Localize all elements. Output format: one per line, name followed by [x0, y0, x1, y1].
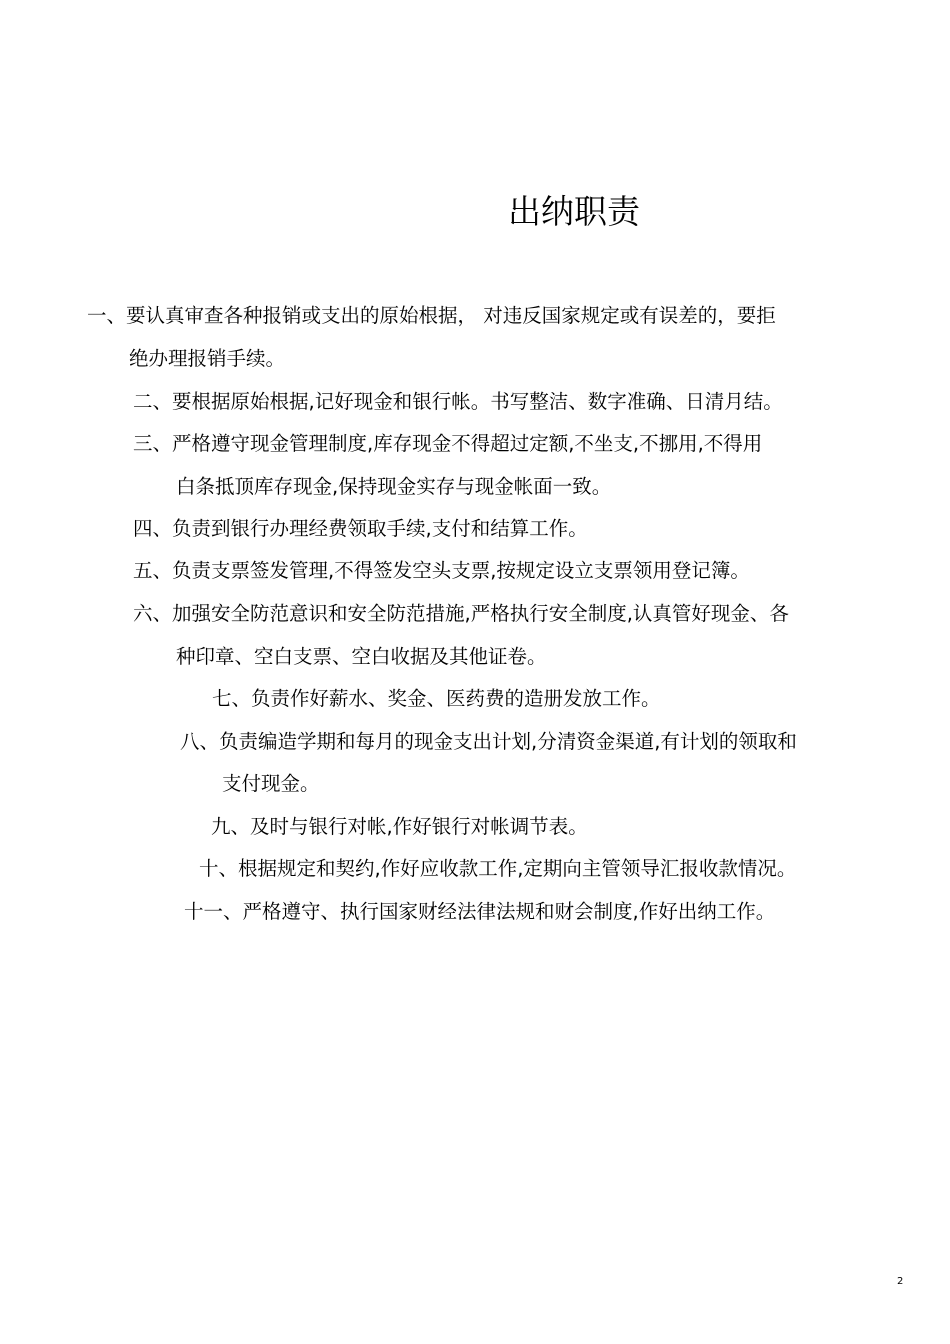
- duty-8-line-1: 八、负责编造学期和每月的现金支出计划,分清资金渠道,有计划的领取和: [180, 730, 797, 753]
- duty-6-line-1: 六、加强安全防范意识和安全防范措施,严格执行安全制度,认真管好现金、各: [133, 602, 789, 625]
- duty-2: 二、要根据原始根据,记好现金和银行帐。书写整洁、数字准确、日清月结。: [133, 390, 783, 413]
- duty-6-line-2: 种印章、空白支票、空白收据及其他证卷。: [176, 645, 547, 668]
- duty-10: 十、根据规定和契约,作好应收款工作,定期向主管领导汇报收款情况。: [199, 857, 797, 880]
- page-number: 2: [897, 1276, 904, 1287]
- duty-8-line-2: 支付现金。: [222, 772, 320, 795]
- page-title: 出纳职责: [508, 192, 640, 231]
- duty-3-line-2: 白条抵顶库存现金,保持现金实存与现金帐面一致。: [176, 475, 612, 498]
- duty-3-line-1: 三、严格遵守现金管理制度,库存现金不得超过定额,不坐支,不挪用,不得用: [133, 432, 763, 455]
- duty-9: 九、及时与银行对帐,作好银行对帐调节表。: [211, 815, 588, 838]
- duty-7: 七、负责作好薪水、奖金、医药费的造册发放工作。: [212, 687, 661, 710]
- duty-5: 五、负责支票签发管理,不得签发空头支票,按规定设立支票领用登记簿。: [133, 559, 750, 582]
- duty-4: 四、负责到银行办理经费领取手续,支付和结算工作。: [133, 517, 588, 540]
- duty-1-line-1: 一、要认真审查各种报销或支出的原始根据， 对违反国家规定或有误差的，要拒: [87, 304, 776, 327]
- duty-11: 十一、严格遵守、执行国家财经法律法规和财会制度,作好出纳工作。: [184, 900, 776, 923]
- duty-1-line-2: 绝办理报销手续。: [129, 347, 286, 370]
